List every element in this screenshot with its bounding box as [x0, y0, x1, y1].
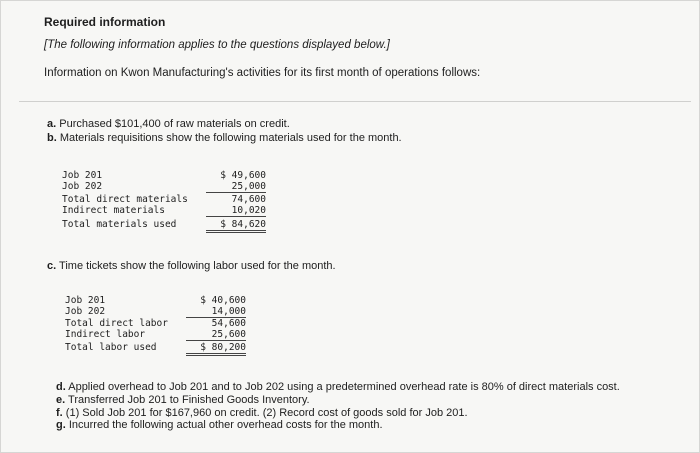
list-item: [47, 260, 336, 272]
table-row-label: Total direct labor: [65, 318, 168, 329]
item-marker: a.: [47, 118, 57, 130]
table-row-label: Job 202: [65, 306, 106, 317]
table-row-value: 14,000: [186, 306, 246, 318]
table-row-value: 54,600: [211, 318, 246, 329]
divider: [19, 101, 691, 102]
table-row-value: $ 80,200: [186, 342, 246, 356]
item-text: Applied overhead to Job 201 and to Job 202 using a predetermined overhead rate is 80% of direct materials cost.: [68, 381, 620, 393]
list-item: [56, 419, 383, 431]
table-row-label: Total materials used: [62, 219, 177, 230]
table-row-label: Total direct materials: [62, 194, 188, 205]
info-note: [The following information applies to the questions displayed below.]: [44, 39, 390, 51]
item-text: (1) Sold Job 201 for $167,960 on credit. (2) Record cost of goods sold for Job 201.: [65, 407, 468, 419]
list-item: [56, 394, 310, 406]
item-text: Time tickets show the following labor used for the month.: [59, 260, 336, 272]
item-text: Transferred Job 201 to Finished Goods Inventory.: [68, 394, 310, 406]
table-row-label: Job 202: [62, 181, 103, 192]
item-text: Incurred the following actual other overhead costs for the month.: [68, 419, 383, 431]
list-item: [56, 407, 468, 419]
table-row-value: 25,600: [186, 329, 246, 341]
list-item: [56, 381, 620, 393]
list-item: [47, 118, 290, 130]
item-marker: f.: [56, 407, 63, 419]
table-row-label: Job 201: [65, 295, 106, 306]
item-text: Purchased $101,400 of raw materials on credit.: [59, 118, 290, 130]
table-row-label: Total labor used: [65, 342, 157, 353]
list-item: [47, 132, 402, 144]
table-row-label: Indirect materials: [62, 205, 165, 216]
table-row-value: 10,020: [206, 205, 266, 217]
table-row-value: 74,600: [231, 194, 266, 205]
item-marker: g.: [56, 419, 66, 431]
table-row-value: $ 40,600: [200, 295, 246, 306]
page-title: Required information: [44, 15, 166, 29]
table-row-label: Indirect labor: [65, 329, 146, 340]
item-marker: b.: [47, 132, 57, 144]
item-marker: d.: [56, 381, 66, 393]
table-row-value: 25,000: [206, 181, 266, 193]
table-row-value: $ 84,620: [206, 219, 266, 233]
item-marker: c.: [47, 260, 57, 272]
intro-text: Information on Kwon Manufacturing's activities for its first month of operations follows:: [44, 67, 481, 79]
table-row-label: Job 201: [62, 170, 103, 181]
table-row-value: $ 49,600: [220, 170, 266, 181]
item-text: Materials requisitions show the following materials used for the month.: [59, 132, 402, 144]
item-marker: e.: [56, 394, 66, 406]
